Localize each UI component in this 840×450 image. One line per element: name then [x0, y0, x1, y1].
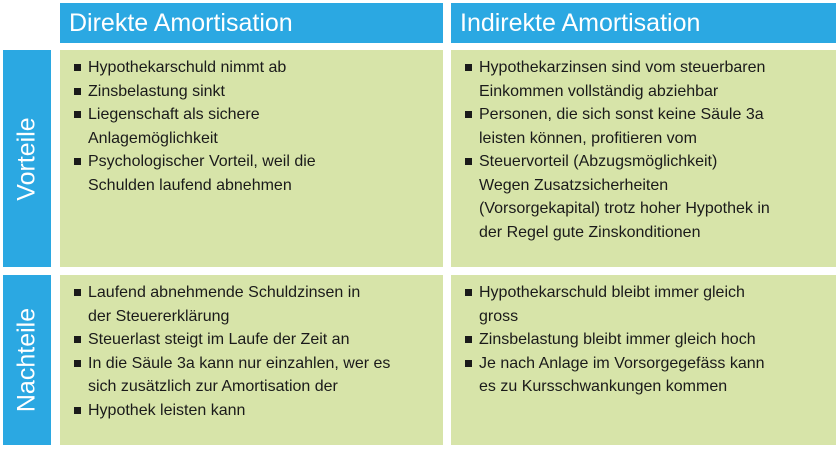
row-label-pros-text: Vorteile [12, 116, 41, 201]
square-bullet-icon [74, 64, 81, 71]
cell-direct-cons [60, 275, 443, 445]
list-item [465, 103, 832, 150]
cell-direct-pros [60, 50, 443, 267]
square-bullet-icon [465, 158, 472, 165]
square-bullet-icon [465, 360, 472, 367]
list-item [465, 56, 832, 103]
list-item [74, 281, 439, 328]
row-label-cons [3, 275, 51, 445]
cell-indirect-cons [451, 275, 836, 445]
square-bullet-icon [74, 289, 81, 296]
list-item [74, 80, 439, 104]
row-label-cons-text: Nachteile [12, 307, 41, 413]
list-item-text: Laufend abnehmende Schuldzinsen in der Steuererklärung [88, 284, 361, 325]
list-item-text: Hypothekarschuld bleibt immer gleich gross [479, 284, 745, 325]
list-item-text: Psychologischer Vorteil, weil die Schulden laufend abnehmen [88, 153, 316, 194]
list-item-text: In die Säule 3a kann nur einzahlen, wer es sich zusätzlich zur Amortisation der [88, 354, 391, 395]
square-bullet-icon [74, 158, 81, 165]
square-bullet-icon [465, 289, 472, 296]
square-bullet-icon [465, 64, 472, 71]
bullet-list [465, 56, 832, 244]
list-item [74, 399, 439, 423]
square-bullet-icon [74, 336, 81, 343]
square-bullet-icon [74, 88, 81, 95]
list-item [465, 150, 832, 244]
list-item-text: Hypothek leisten kann [88, 401, 246, 419]
square-bullet-icon [74, 360, 81, 367]
list-item-text: Liegenschaft als sichere Anlagemöglichkeit [88, 106, 260, 147]
list-item-text: Hypothekarzinsen sind vom steuerbaren Einkommen vollständig abziehbar [479, 59, 766, 100]
list-item-text: Steuerlast steigt im Laufe der Zeit an [88, 331, 350, 348]
list-item-text: Zinsbelastung bleibt immer gleich hoch [479, 331, 756, 348]
list-item [74, 150, 439, 197]
bullet-list [74, 281, 439, 422]
list-item [465, 352, 832, 399]
column-header-direct: Direkte Amortisation [60, 3, 443, 43]
row-label-pros [3, 50, 51, 267]
square-bullet-icon [465, 111, 472, 118]
list-item-text: Hypothekarschuld nimmt ab [88, 59, 287, 76]
cell-indirect-pros [451, 50, 836, 267]
list-item-text: Zinsbelastung sinkt [88, 82, 225, 100]
list-item [465, 281, 832, 328]
list-item-text: Steuervorteil (Abzugsmöglichkeit) Wegen Zusatzsicherheiten (Vorsorgekapital) trotz hoher Hypothek in der Regel gute Zinskonditionen [479, 153, 770, 241]
list-item [74, 328, 439, 352]
list-item [74, 352, 439, 399]
square-bullet-icon [74, 111, 81, 118]
list-item-text: Je nach Anlage im Vorsorgegefäss kann es zu Kursschwankungen kommen [479, 354, 765, 395]
square-bullet-icon [465, 336, 472, 343]
square-bullet-icon [74, 407, 81, 414]
list-item [74, 56, 439, 80]
bullet-list [465, 281, 832, 399]
column-header-indirect: Indirekte Amortisation [451, 3, 836, 43]
bullet-list [74, 56, 439, 197]
list-item-text: Personen, die sich sonst keine Säule 3a leisten können, profitieren vom [479, 106, 764, 147]
list-item [74, 103, 439, 150]
list-item [465, 328, 832, 352]
